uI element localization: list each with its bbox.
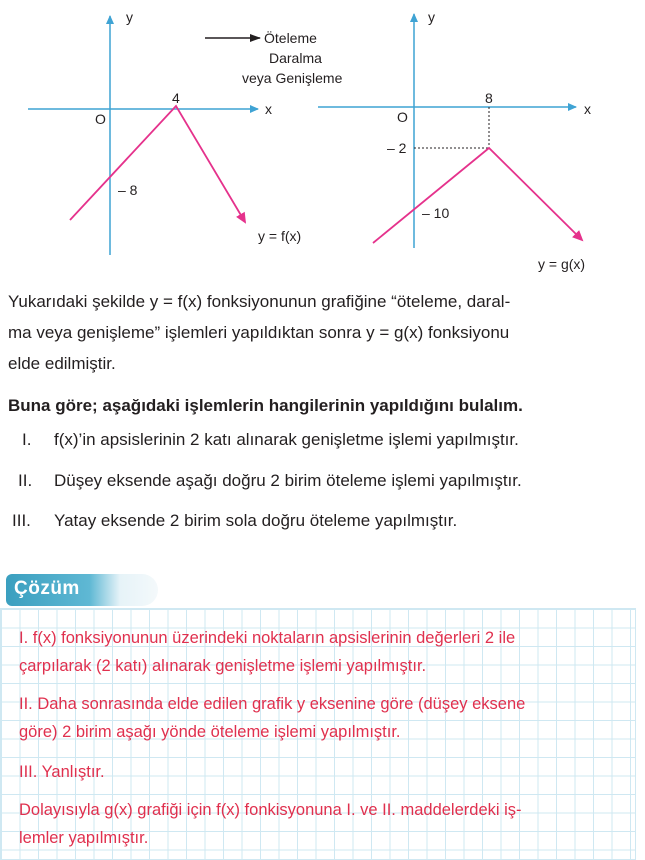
statement-item <box>12 511 632 533</box>
solution-line: I. f(x) fonksiyonunun üzerindeki noktaların apsislerinin değerleri 2 ile <box>19 629 516 647</box>
intro-line-3: elde edilmiştir. <box>8 354 116 373</box>
statement-number: III. <box>12 511 31 530</box>
g-graph-line <box>373 148 582 243</box>
intro-paragraph <box>8 286 638 379</box>
solution-line: II. Daha sonrasında elde edilen grafik y eksenine göre (düşey eksene <box>19 695 526 713</box>
right-y-intercept-label: – 10 <box>422 205 450 221</box>
statement-number: I. <box>22 430 32 449</box>
right-x-label: x <box>584 101 591 117</box>
right-origin-label: O <box>397 109 408 125</box>
transform-label-line2: Daralma <box>269 50 322 66</box>
right-vertex-x-label: 8 <box>485 90 493 106</box>
question-heading: Buna göre; aşağıdaki işlemlerin hangilerinin yapıldığını bulalım. <box>8 396 523 415</box>
intro-line-1: Yukarıdaki şekilde y = f(x) fonksiyonunun grafiğine “öteleme, daral- <box>8 292 511 311</box>
solution-line: lemler yapılmıştır. <box>19 829 149 847</box>
left-vertex-x-label: 4 <box>172 90 180 106</box>
statement-item <box>18 471 638 493</box>
g-function-label: y = g(x) <box>538 256 586 272</box>
solution-badge-label: Çözüm <box>14 578 80 599</box>
f-function-label: y = f(x) <box>258 228 302 244</box>
solution-line: çarpılarak (2 katı) alınarak genişletme işlemi yapılmıştır. <box>19 657 427 675</box>
statement-text: Düşey eksende aşağı doğru 2 birim öteleme işlemi yapılmıştır. <box>54 471 522 490</box>
graphs-figure <box>0 0 645 282</box>
statement-text: Yatay eksende 2 birim sola doğru öteleme yapılmıştır. <box>54 511 458 530</box>
right-y-label: y <box>428 9 435 25</box>
statement-text: f(x)’in apsislerinin 2 katı alınarak genişletme işlemi yapılmıştır. <box>54 430 519 449</box>
solution-line: göre) 2 birim aşağı yönde öteleme işlemi yapılmıştır. <box>19 723 401 741</box>
transform-annotation <box>205 29 343 86</box>
left-y-intercept-label: – 8 <box>118 182 138 198</box>
graph-left <box>28 9 301 255</box>
graph-right <box>318 9 591 272</box>
solution-box <box>0 608 636 860</box>
statement-item <box>22 430 642 452</box>
left-origin-label: O <box>95 111 106 127</box>
left-x-label: x <box>265 101 272 117</box>
transform-label-line3: veya Genişleme <box>242 70 343 86</box>
solution-line: Dolayısıyla g(x) grafiği için f(x) fonkisyonuna I. ve II. maddelerdeki iş- <box>19 801 522 819</box>
left-y-label: y <box>126 9 133 25</box>
solution-line: III. Yanlıştır. <box>19 763 105 781</box>
transform-label-line1: Öteleme <box>264 30 317 46</box>
intro-line-2: ma veya genişleme” işlemleri yapıldıktan sonra y = g(x) fonksiyonu <box>8 323 510 342</box>
statement-number: II. <box>18 471 33 490</box>
right-vertex-y-label: – 2 <box>387 140 407 156</box>
